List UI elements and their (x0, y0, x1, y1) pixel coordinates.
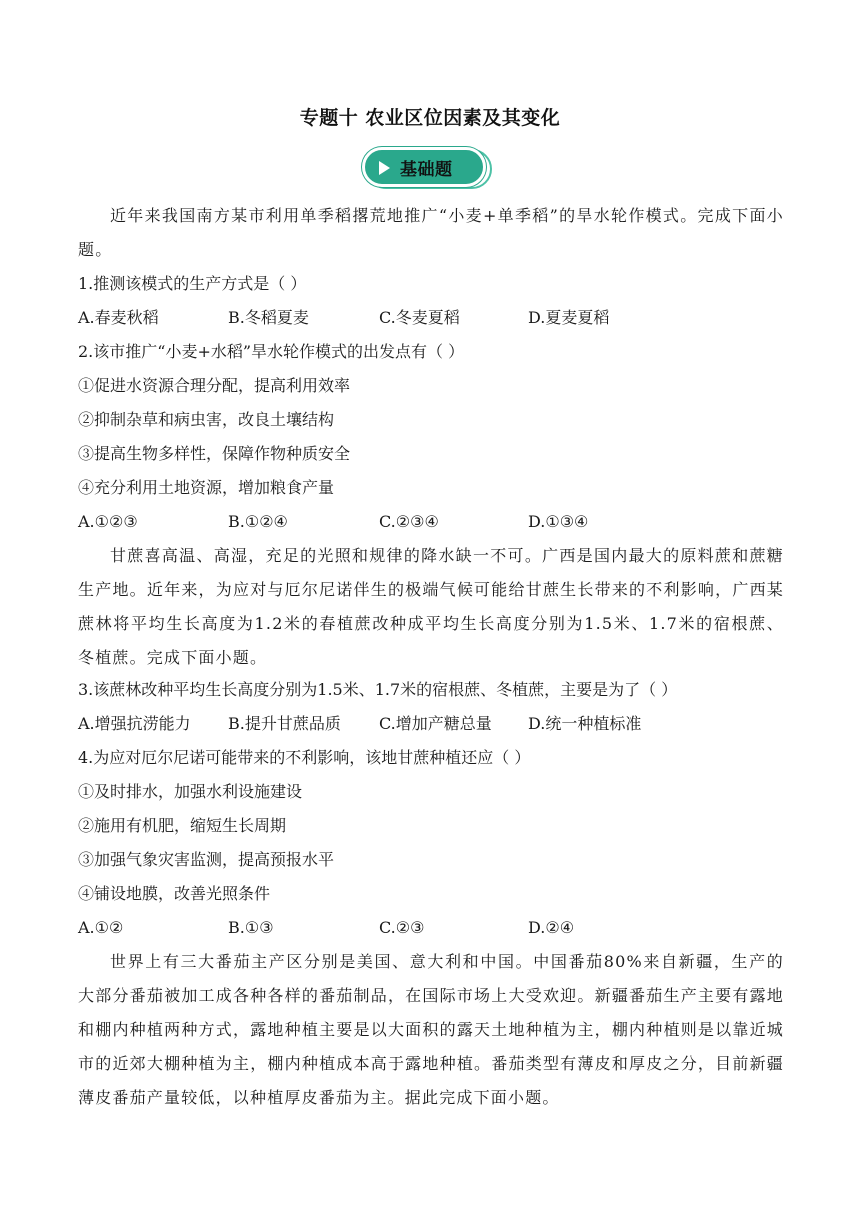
question-3-option-d: D.统一种植标准 (528, 714, 642, 733)
passage-1: 近年来我国南方某市利用单季稻撂荒地推广“小麦+单季稻”的旱水轮作模式。完成下面小题。 (78, 206, 784, 259)
question-1-option-c: C.冬麦夏稻 (379, 308, 460, 327)
question-4-statement-4: ④铺设地膜，改善光照条件 (78, 884, 271, 903)
question-4-stem: 4.为应对厄尔尼诺可能带来的不利影响，该地甘蔗种植还应（ ） (78, 748, 531, 767)
question-2-option-d: D.①③④ (528, 512, 589, 531)
play-arrow-icon (379, 161, 390, 175)
question-3-option-c: C.增加产糖总量 (379, 714, 492, 733)
question-2-option-c: C.②③④ (379, 512, 439, 531)
question-2-option-a: A.①②③ (78, 512, 138, 531)
question-3-option-b: B.提升甘蔗品质 (228, 714, 341, 733)
passage-3: 世界上有三大番茄主产区分别是美国、意大利和中国。中国番茄80%来自新疆，生产的大部分番茄被加工成各种各样的番茄制品，在国际市场上大受欢迎。新疆番茄生产主要有露地和棚内种植两种方式，露地种植主要是以大面积的露天土地种植为主，棚内种植则是以靠近城市的近郊大棚种植为主，棚内种植成本高于露地种植。番茄类型有薄皮和厚皮之分，目前新疆薄皮番茄产量较低，以种植厚皮番茄为主。据此完成下面小题。 (78, 952, 784, 1107)
passage-2: 甘蔗喜高温、高湿，充足的光照和规律的降水缺一不可。广西是国内最大的原料蔗和蔗糖生产地。近年来，为应对与厄尔尼诺伴生的极端气候可能给甘蔗生长带来的不利影响，广西某蔗林将平均生长高度为1.2米的春植蔗改种成平均生长高度分别为1.5米、1.7米的宿根蔗、冬植蔗。完成下面小题。 (78, 546, 784, 667)
question-1-stem: 1.推测该模式的生产方式是（ ） (78, 274, 307, 293)
question-2-statement-1: ①促进水资源合理分配，提高利用效率 (78, 376, 351, 395)
badge-label: 基础题 (400, 160, 453, 180)
question-2-statement-3: ③提高生物多样性，保障作物种质安全 (78, 444, 351, 463)
question-4-statement-2: ②施用有机肥，缩短生长周期 (78, 816, 287, 835)
question-2-statement-2: ②抑制杂草和病虫害，改良土壤结构 (78, 410, 335, 429)
question-2-option-b: B.①②④ (228, 512, 288, 531)
question-2-stem: 2.该市推广“小麦+水稻”旱水轮作模式的出发点有（ ） (78, 342, 465, 361)
question-4-option-a: A.①② (78, 918, 124, 937)
section-badge (362, 147, 496, 195)
question-1-option-a: A.春麦秋稻 (78, 308, 159, 327)
question-2-statement-4: ④充分利用土地资源，增加粮食产量 (78, 478, 335, 497)
question-4-statement-1: ①及时排水，加强水利设施建设 (78, 782, 303, 801)
question-3-stem: 3.该蔗林改种平均生长高度分别为1.5米、1.7米的宿根蔗、冬植蔗，主要是为了（ ） (78, 680, 678, 699)
document-title: 专题十 农业区位因素及其变化 (299, 107, 561, 129)
question-1-option-b: B.冬稻夏麦 (228, 308, 309, 327)
question-4-statement-3: ③加强气象灾害监测，提高预报水平 (78, 850, 335, 869)
question-4-option-d: D.②④ (528, 918, 575, 937)
question-4-option-c: C.②③ (379, 918, 425, 937)
question-3-option-a: A.增强抗涝能力 (78, 714, 191, 733)
question-1-option-d: D.夏麦夏稻 (528, 308, 610, 327)
question-4-option-b: B.①③ (228, 918, 274, 937)
